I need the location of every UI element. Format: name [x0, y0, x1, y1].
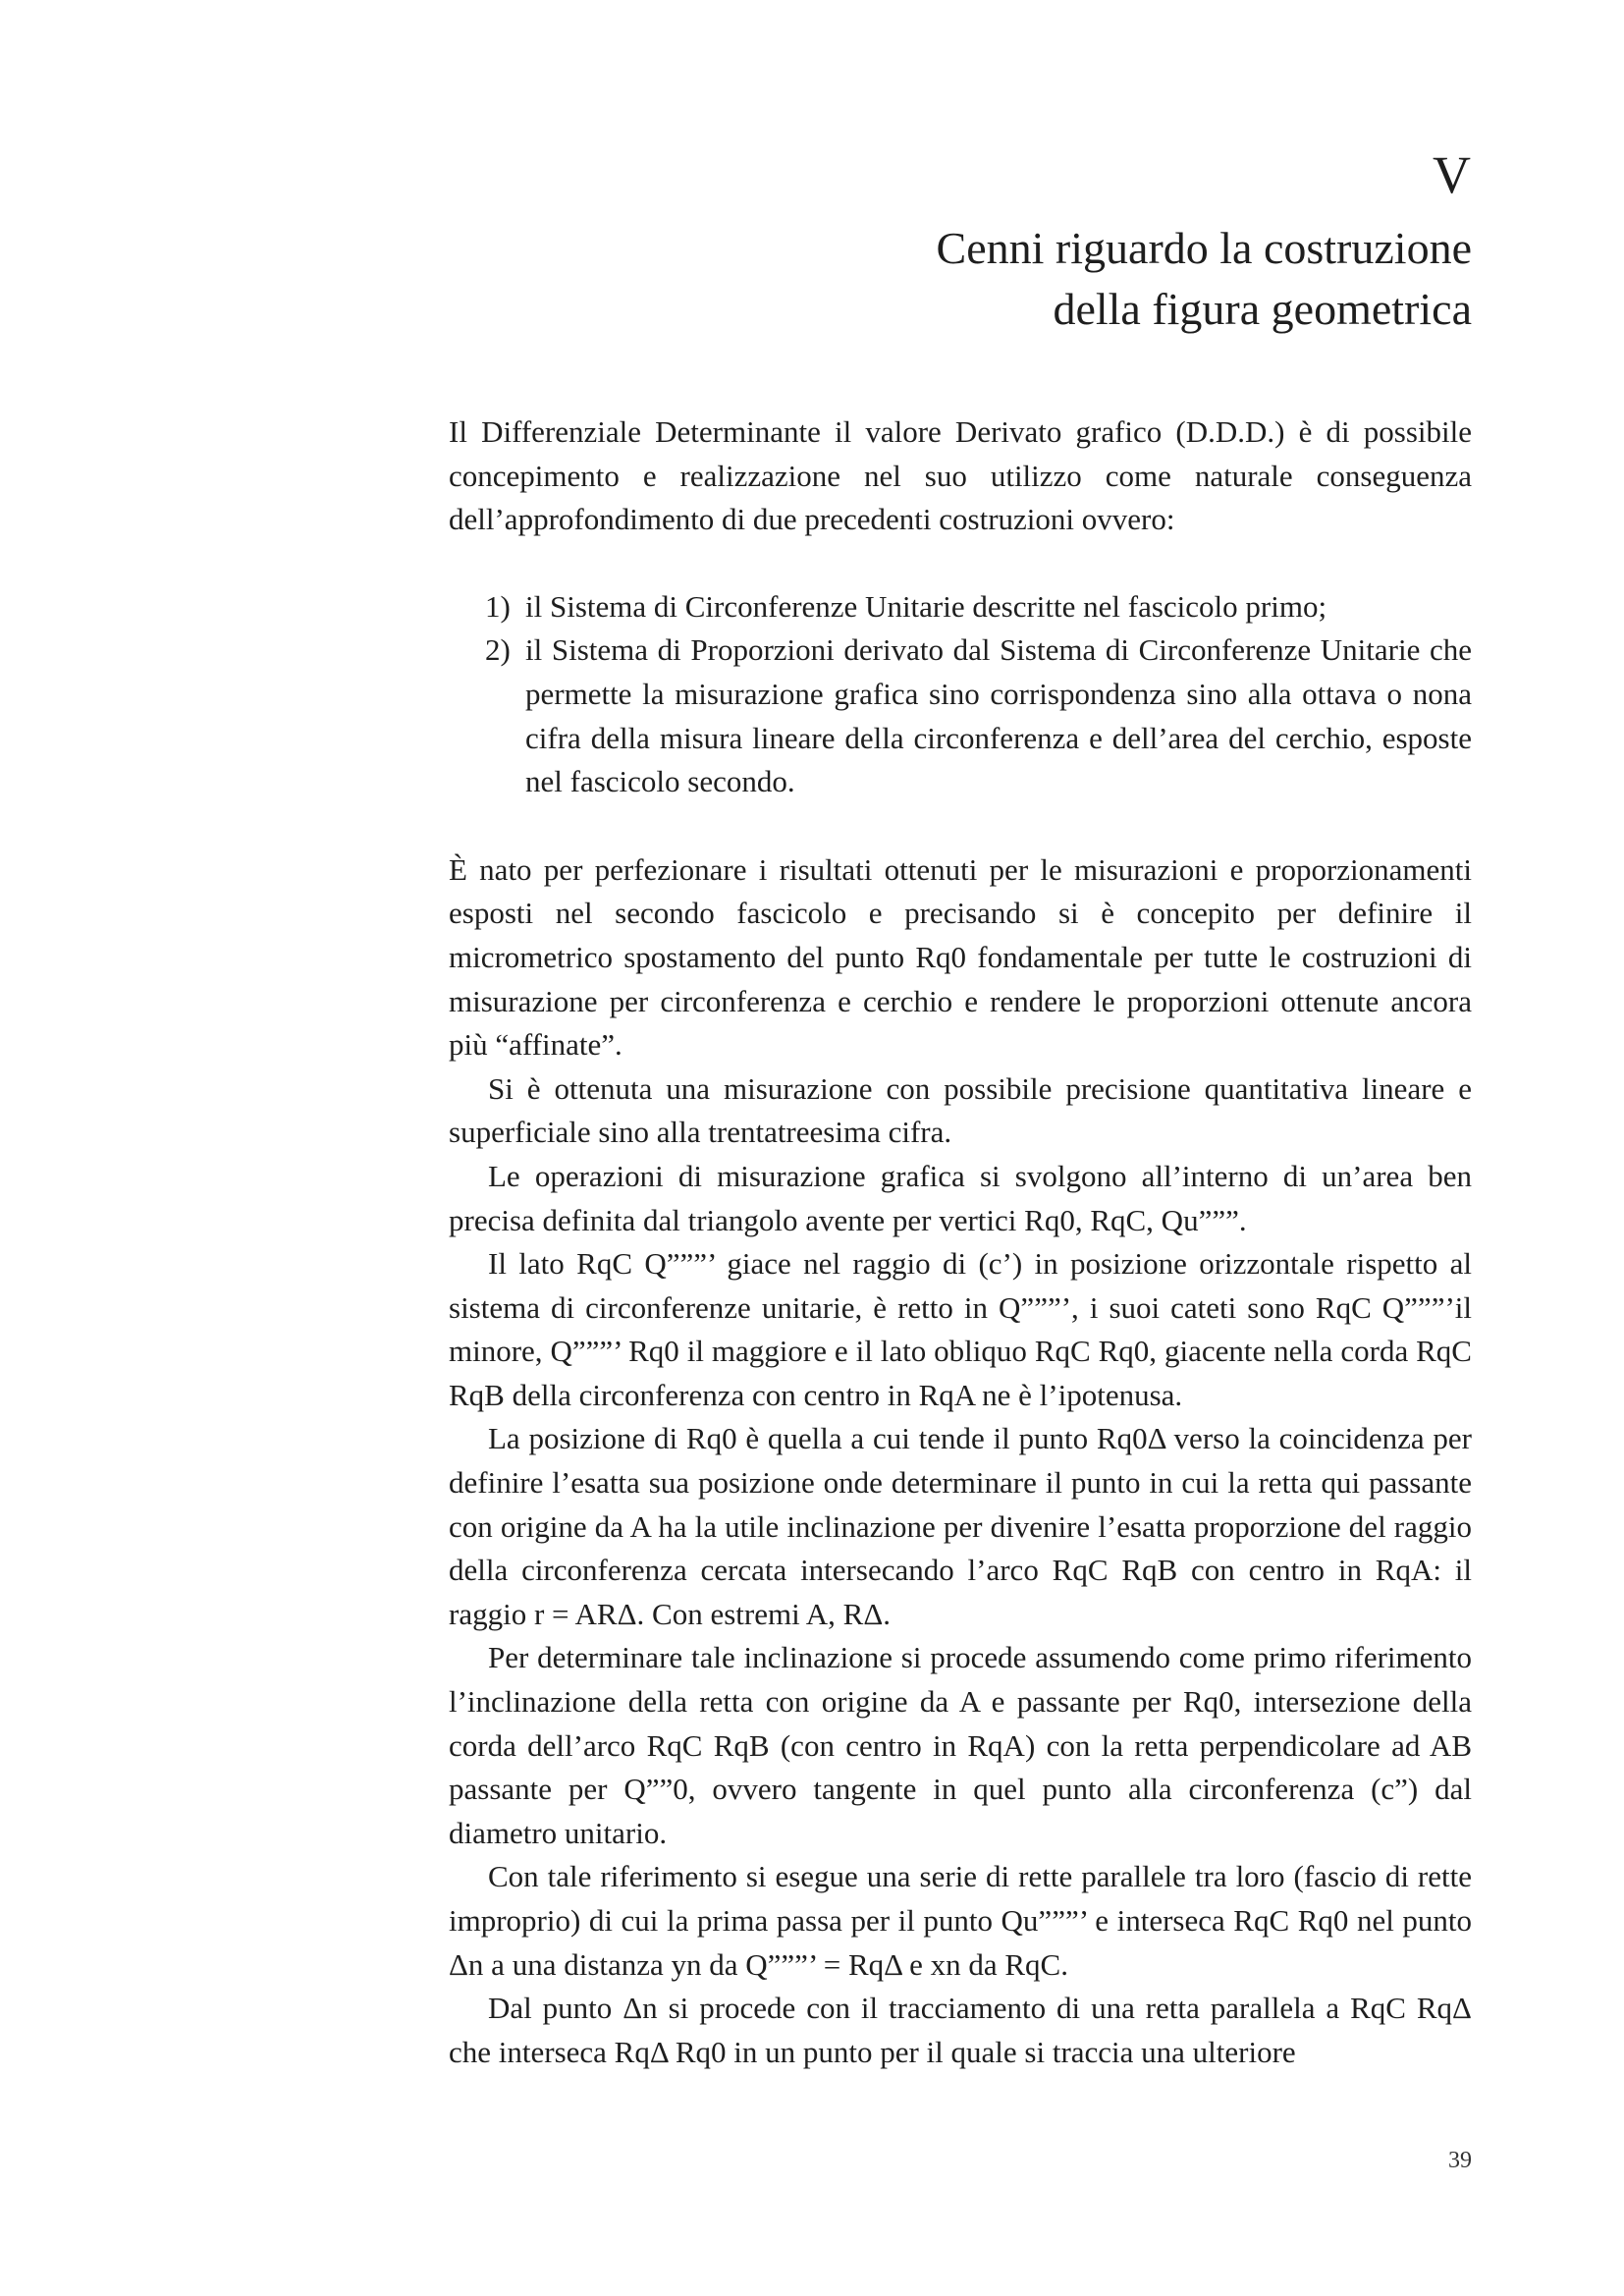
page-number: 39 [1448, 2148, 1472, 2173]
paragraph: Si è ottenuta una misurazione con possibile precisione quantitativa lineare e superficiale sino alla trentatreesima cifra. [449, 1070, 1472, 1150]
paragraph: Il lato RqC Q”””’ giace nel raggio di (c’) in posizione orizzontale rispetto al sistema di circonferenze unitarie, è retto in Q”””’, i suoi cateti sono RqC Q”””’il minore, Q”””’ Rq0 il maggiore e il lato obliquo RqC Rq0, giacente nella corda RqC RqB della circonferenza con centro in RqA ne è l’ipotenusa. [449, 1246, 1472, 1412]
list-item-number: 2) [485, 632, 511, 668]
chapter-title [588, 218, 1472, 340]
intro-paragraph: Il Differenziale Determinante il valore Derivato grafico (D.D.D.) è di possibile concepimento e realizzazione nel suo utilizzo come naturale conseguenza dell’approfondimento di due precedenti costruzioni ovvero: [449, 414, 1472, 537]
paragraph: La posizione di Rq0 è quella a cui tende il punto Rq0Δ verso la coincidenza per definire l’esatta sua posizione onde determinare il punto in cui la retta qui passante con origine da A ha la utile inclinazione per divenire l’esatta proporzione del raggio della circonferenza cercata intersecando l’arco RqC RqB con centro in RqA: il raggio r = ARΔ. Con estremi A, RΔ. [449, 1421, 1472, 1631]
list-item [449, 629, 1472, 803]
paragraph: È nato per perfezionare i risultati ottenuti per le misurazioni e proporzionamenti esposti nel secondo fascicolo e precisando si è concepito per definire il micrometrico spostamento del punto Rq0 fondamentale per tutte le costruzioni di misurazione per circonferenza e cerchio e rendere le proporzioni ottenute ancora più “affinate”. [449, 851, 1472, 1063]
paragraph: Dal punto Δn si procede con il tracciamento di una retta parallela a RqC RqΔ che interseca RqΔ Rq0 in un punto per il quale si traccia una ulteriore [449, 1991, 1472, 2069]
list-item-text: il Sistema di Circonferenze Unitarie descritte nel fascicolo primo; [525, 588, 1327, 624]
paragraph: Per determinare tale inclinazione si procede assumendo come primo riferimento l’inclinazione della retta con origine da A e passante per Rq0, intersezione della corda dell’arco RqC RqB (con centro in RqA) con la retta perpendicolare ad AB passante per Q””0, ovvero tangente in quel punto alla circonferenza (c”) dal diametro unitario. [449, 1640, 1472, 1850]
list-item-number: 1) [485, 588, 511, 624]
paragraph: Con tale riferimento si esegue una serie di rette parallele tra loro (fascio di rette improprio) di cui la prima passa per il punto Qu”””’ e interseca RqC Rq0 nel punto Δn a una distanza yn da Q”””’ = RqΔ e xn da RqC. [449, 1859, 1472, 1982]
body-text [449, 410, 1472, 2074]
list-item-text: il Sistema di Proporzioni derivato dal Sistema di Circonferenze Unitarie che permette la misurazione grafica sino corrispondenza sino alla ottava o nona cifra della misura lineare della circonferenza e dell’area del cerchio, esposte nel fascicolo secondo. [525, 632, 1472, 799]
chapter-title-line-1: Cenni riguardo la costruzione [936, 223, 1472, 273]
chapter-title-line-2: della figura geometrica [1053, 284, 1472, 334]
chapter-number: V [1433, 145, 1471, 204]
list-item [449, 585, 1472, 629]
numbered-list [449, 585, 1472, 804]
paragraph: Le operazioni di misurazione grafica si svolgono all’interno di un’area ben precisa definita dal triangolo avente per vertici Rq0, RqC, Qu”””. [449, 1158, 1472, 1237]
